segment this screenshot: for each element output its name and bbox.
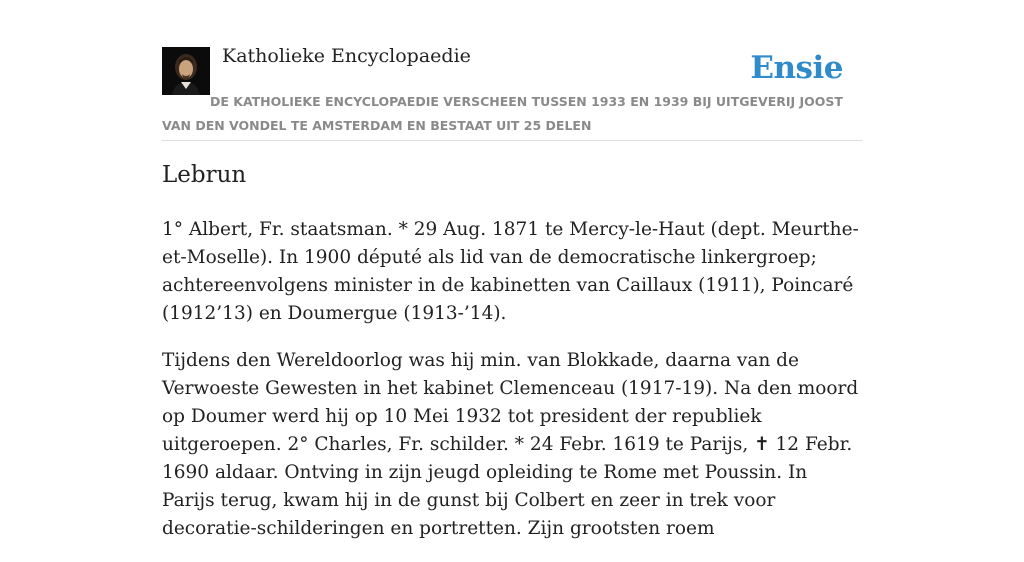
site-name[interactable]: Katholieke Encyclopaedie (222, 45, 471, 67)
portrait-avatar-icon[interactable] (162, 47, 210, 95)
portrait-image (162, 47, 210, 95)
article-body (162, 216, 862, 562)
brand-logo[interactable]: Ensie (750, 50, 843, 86)
site-description: DE KATHOLIEKE ENCYCLOPAEDIE VERSCHEEN TUSSEN 1933 EN 1939 BIJ UITGEVERIJ JOOST VAN DEN VONDEL TE AMSTERDAM EN BESTAAT UIT 25 DELEN (162, 94, 843, 133)
article-paragraph: 1° Albert, Fr. staatsman. * 29 Aug. 1871 te Mercy-le-Haut (dept. Meurthe-et-Moselle). In 1900 député als lid van de democratische linkergroep; achtereenvolgens minister in de kabinetten van Caillaux (1911), Poincaré (1912’13) en Doumergue (1913-’14). (162, 219, 859, 324)
page (162, 0, 862, 539)
article-title: Lebrun (162, 162, 247, 188)
article-paragraph: Tijdens den Wereldoorlog was hij min. van Blokkade, daarna van de Verwoeste Gewesten in het kabinet Clemenceau (1917-19). Na den moord op Doumer werd hij op 10 Mei 1932 tot president der republiek uitgeroepen. 2° Charles, Fr. schilder. * 24 Febr. 1619 te Parijs, ✝ 12 Febr. 1690 aldaar. Ontving in zijn jeugd opleiding te Rome met Poussin. In Parijs terug, kwam hij in de gunst bij Colbert en zeer in trek voor decoratie-schilderingen en portretten. Zijn grootsten roem (162, 350, 859, 539)
site-header (162, 0, 862, 141)
